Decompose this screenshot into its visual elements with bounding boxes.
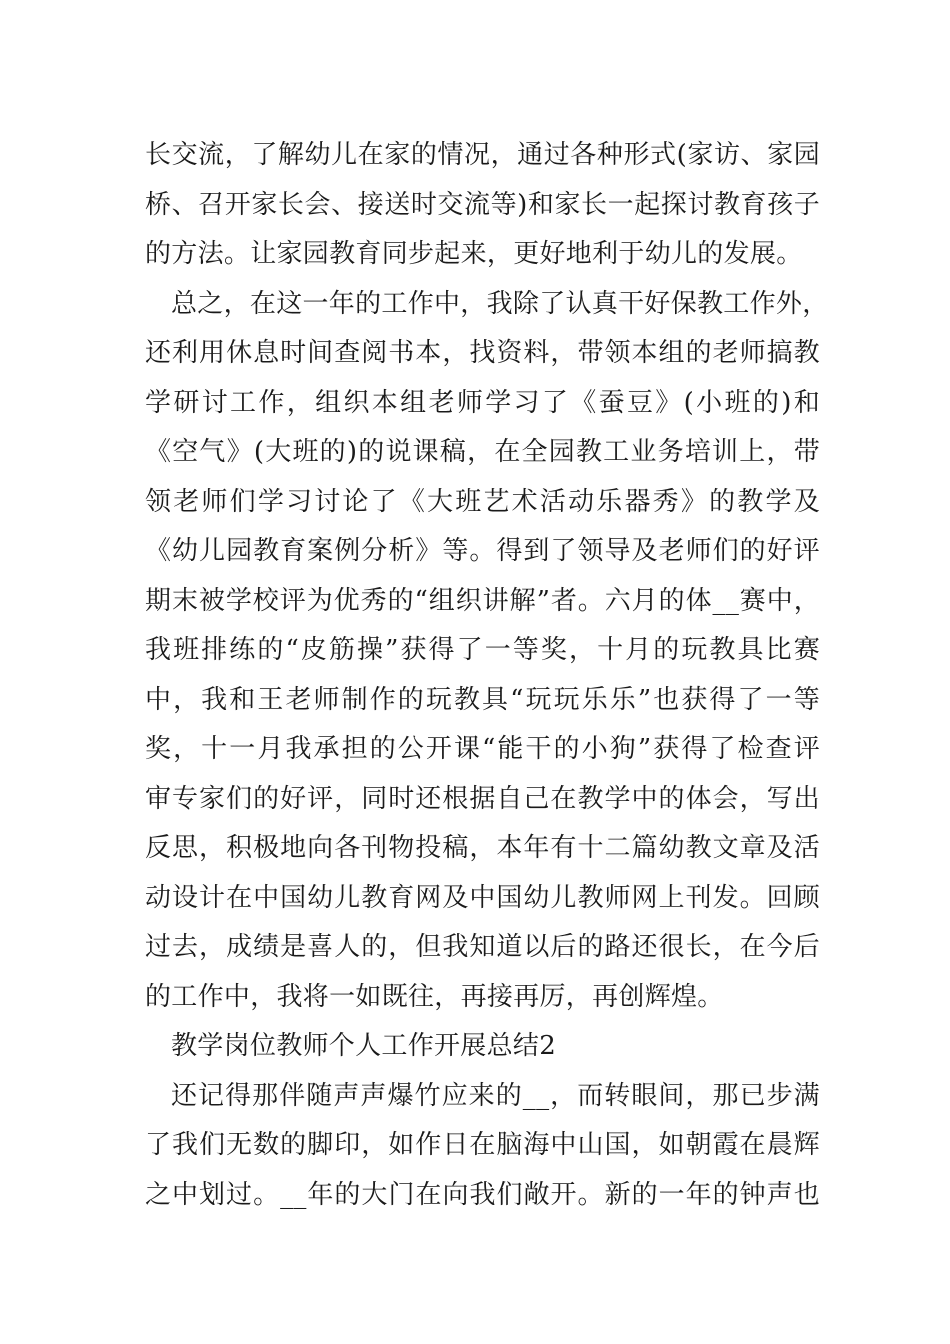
text-line: 了我们无数的脚印，如作日在脑海中山国，如朝霞在晨辉 bbox=[145, 1130, 820, 1160]
text-line: 领老师们学习讨论了《大班艺术活动乐器秀》的教学及 bbox=[145, 486, 820, 517]
text-line: 的工作中，我将一如既往，再接再厉，再创辉煌。 bbox=[145, 981, 724, 1012]
text-line: 《空气》(大班的)的说课稿，在全园教工业务培训上，带 bbox=[145, 437, 820, 467]
text-line: 审专家们的好评，同时还根据自己在教学中的体会，写出 bbox=[145, 783, 820, 814]
text-line: 桥、召开家长会、接送时交流等)和家长一起探讨教育孩子 bbox=[145, 189, 820, 220]
text-line: 期末被学校评为优秀的“组织讲解”者。六月的体__赛中， bbox=[145, 585, 820, 616]
text-line: 动设计在中国幼儿教育网及中国幼儿教师网上刊发。回顾 bbox=[145, 882, 820, 913]
text-line: 长交流，了解幼儿在家的情况，通过各种形式(家访、家园 bbox=[145, 140, 820, 170]
body-text bbox=[145, 131, 829, 1220]
section-heading: 教学岗位教师个人工作开展总结2 bbox=[171, 1031, 557, 1061]
text-line: 之中划过。__年的大门在向我们敞开。新的一年的钟声也 bbox=[145, 1179, 820, 1210]
text-line: 还利用休息时间查阅书本，找资料，带领本组的老师搞教 bbox=[145, 338, 820, 368]
text-line: 学研讨工作，组织本组老师学习了《蚕豆》(小班的)和 bbox=[145, 387, 820, 418]
paragraph-start-line: 还记得那伴随声声爆竹应来的__，而转眼间，那已步满 bbox=[171, 1080, 820, 1111]
text-line: 我班排练的“皮筋操”获得了一等奖，十月的玩教具比赛 bbox=[145, 635, 820, 665]
text-line: 过去，成绩是喜人的，但我知道以后的路还很长，在今后 bbox=[145, 932, 820, 962]
text-line: 的方法。让家园教育同步起来，更好地利于幼儿的发展。 bbox=[145, 239, 803, 269]
paragraph-start-line: 总之，在这一年的工作中，我除了认真干好保教工作外， bbox=[171, 288, 829, 319]
text-line: 《幼儿园教育案例分析》等。得到了领导及老师们的好评 bbox=[145, 536, 820, 566]
text-line: 奖，十一月我承担的公开课“能干的小狗”获得了检查评 bbox=[145, 734, 820, 764]
text-line: 反思，积极地向各刊物投稿，本年有十二篇幼教文章及活 bbox=[145, 833, 820, 863]
text-line: 中，我和王老师制作的玩教具“玩玩乐乐”也获得了一等 bbox=[145, 684, 820, 715]
